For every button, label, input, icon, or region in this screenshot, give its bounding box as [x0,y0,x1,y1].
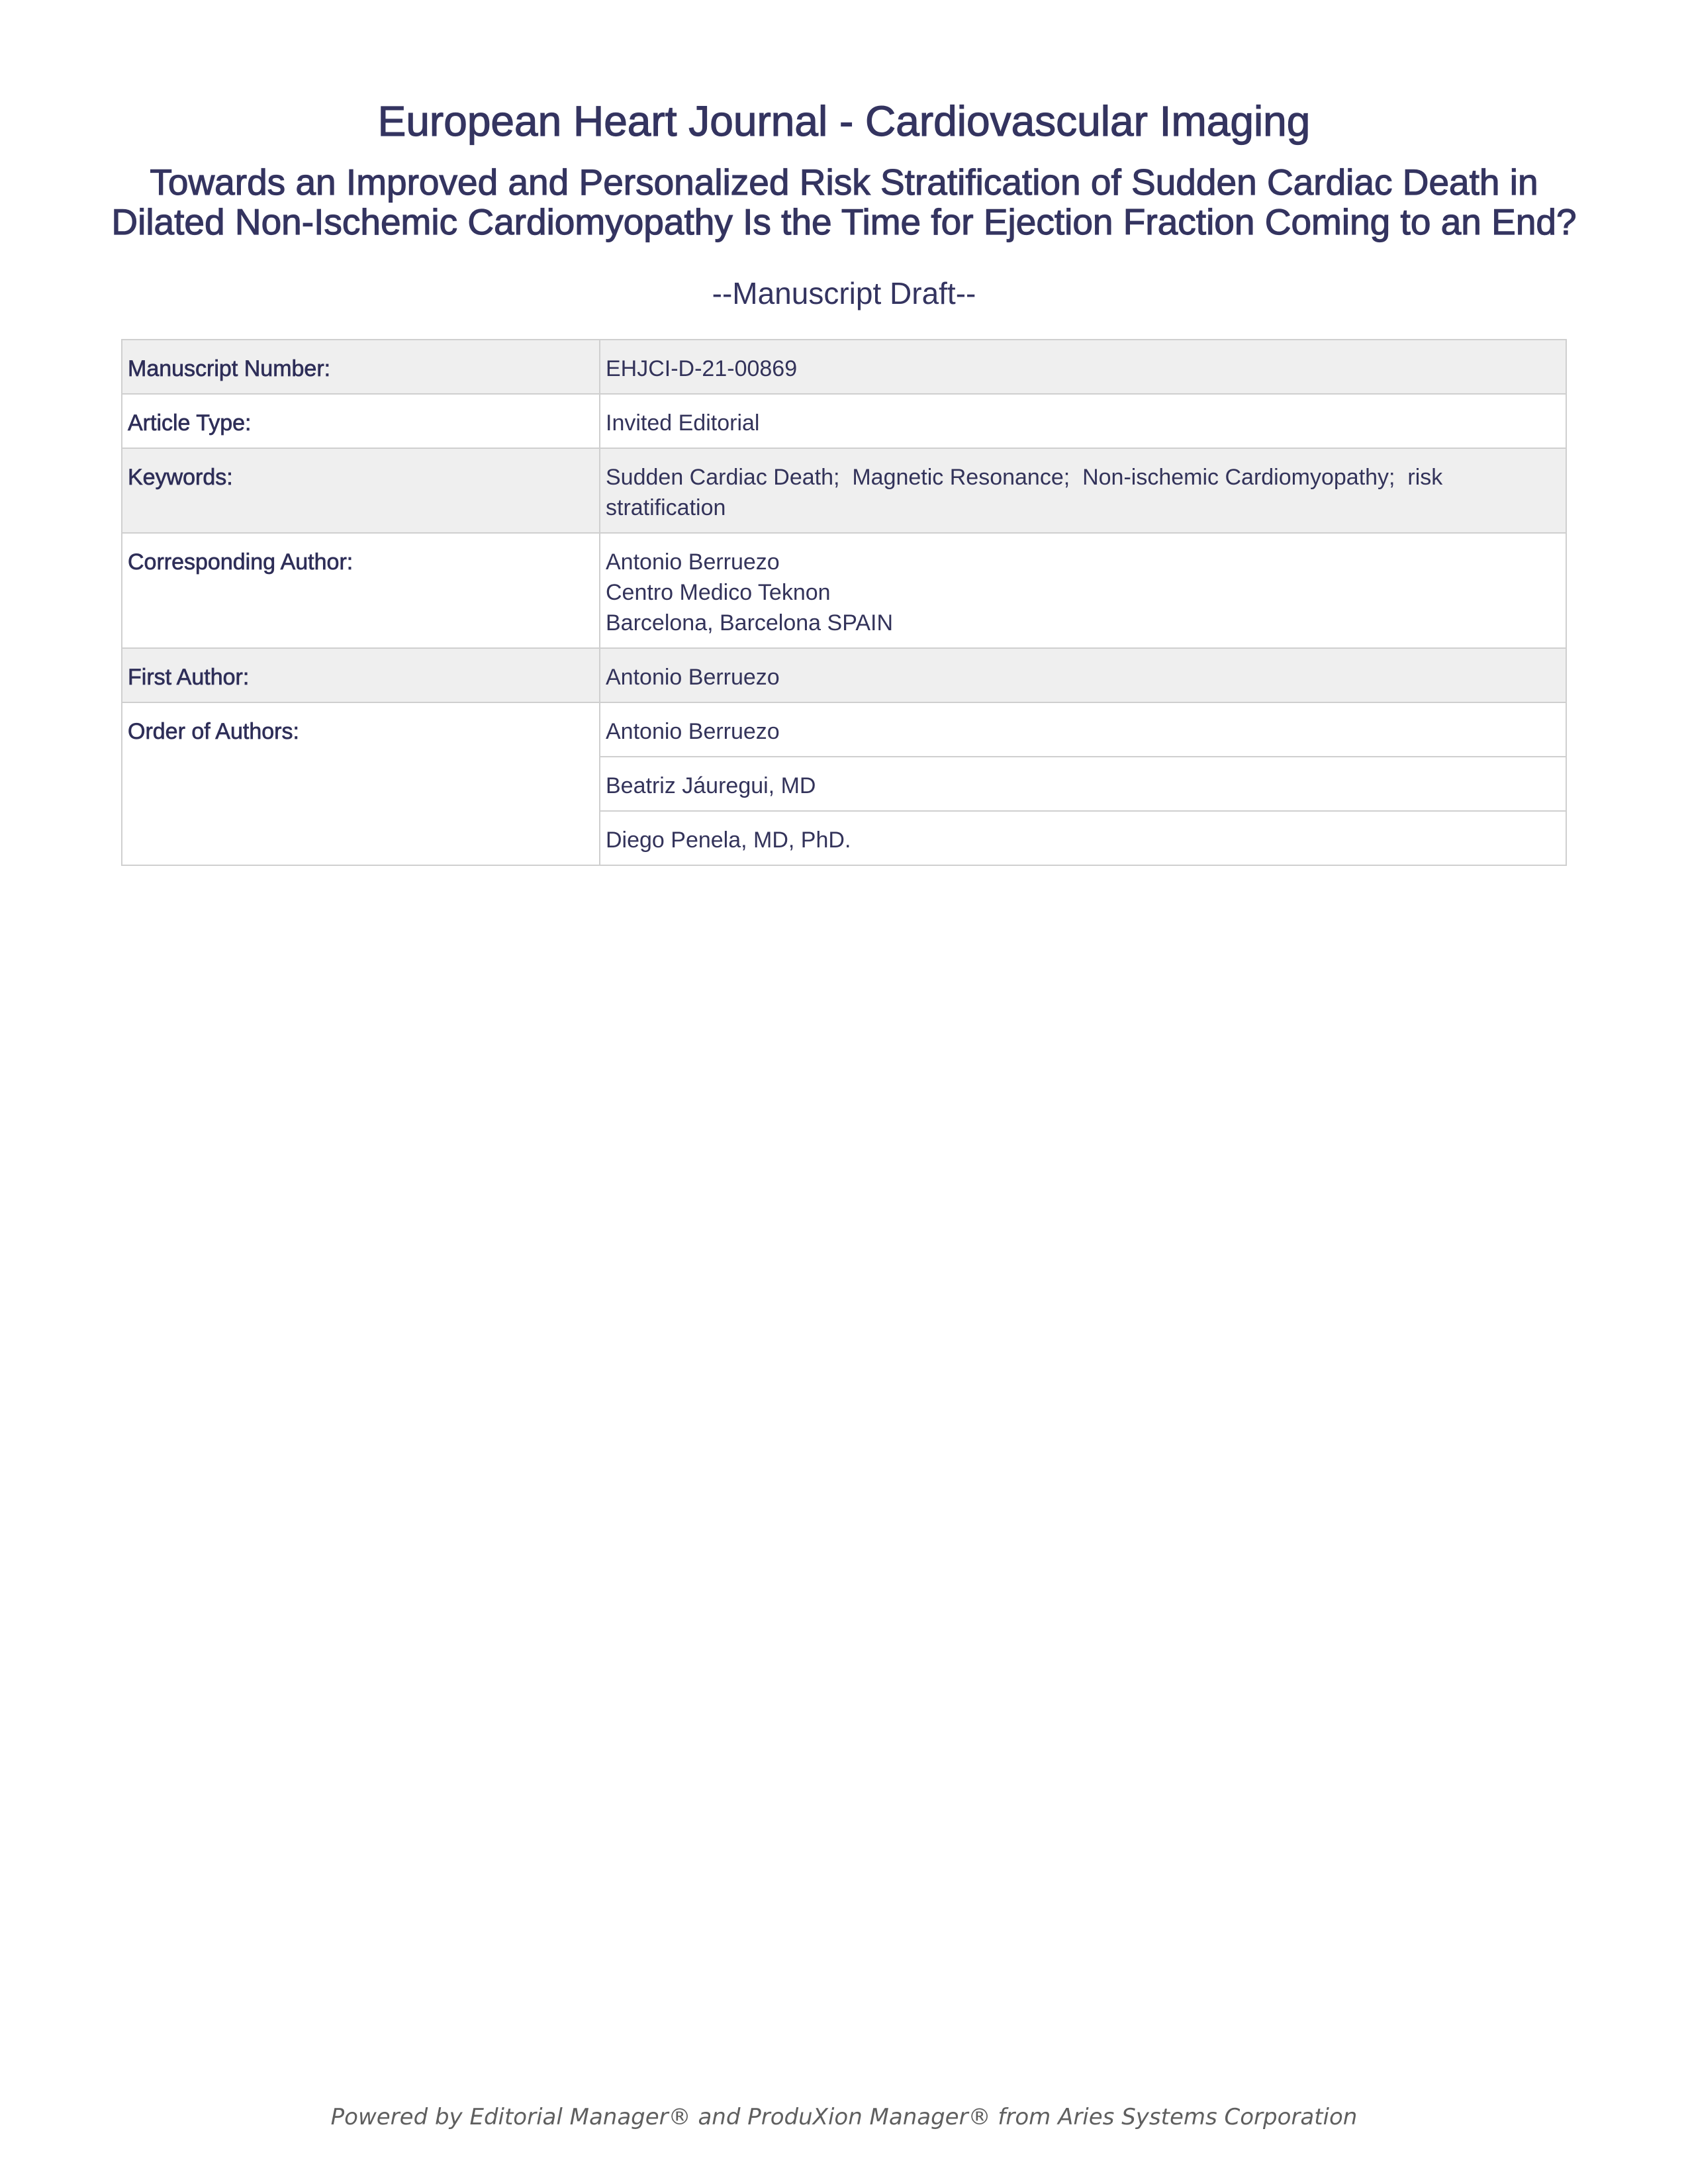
field-label: Order of Authors: [122,702,600,865]
field-label: Keywords: [122,448,600,533]
manuscript-number-value: EHJCI-D-21-00869 [600,340,1566,394]
article-type-value: Invited Editorial [600,394,1566,448]
field-label: First Author: [122,648,600,702]
table-row-first-author [122,648,1566,702]
first-author-value: Antonio Berruezo [600,648,1566,702]
author-entry: Diego Penela, MD, PhD. [600,811,1566,865]
corresponding-author-location: Barcelona, Barcelona SPAIN [606,610,894,636]
field-label: Article Type: [122,394,600,448]
footer-powered-by: Powered by Editorial Manager® and ProduXion Manager® from Aries Systems Corporation [330,2104,1358,2130]
author-entry: Antonio Berruezo [600,702,1566,757]
field-label: Manuscript Number: [122,340,600,394]
manuscript-metadata-table [121,339,1567,866]
corresponding-author-value [600,533,1566,648]
article-title: Towards an Improved and Personalized Risk Stratification of Sudden Cardiac Death in Dilated Non-Ischemic Cardiomyopathy Is the Time for Ejection Fraction Coming to an End? [111,162,1577,242]
table-row-manuscript-number [122,340,1566,394]
table-row-article-type [122,394,1566,448]
author-entry: Beatriz Jáuregui, MD [600,757,1566,811]
corresponding-author-name: Antonio Berruezo [606,549,780,575]
keywords-value: Sudden Cardiac Death; Magnetic Resonance; Non-ischemic Cardiomyopathy; risk stratification [600,448,1566,533]
table-row-keywords [122,448,1566,533]
field-label: Corresponding Author: [122,533,600,648]
corresponding-author-institution: Centro Medico Teknon [606,580,831,605]
table-row-order-of-authors [122,702,1566,757]
journal-title: European Heart Journal - Cardiovascular Imaging [377,97,1311,145]
manuscript-draft-label: --Manuscript Draft-- [712,276,976,310]
table-row-corresponding-author [122,533,1566,648]
